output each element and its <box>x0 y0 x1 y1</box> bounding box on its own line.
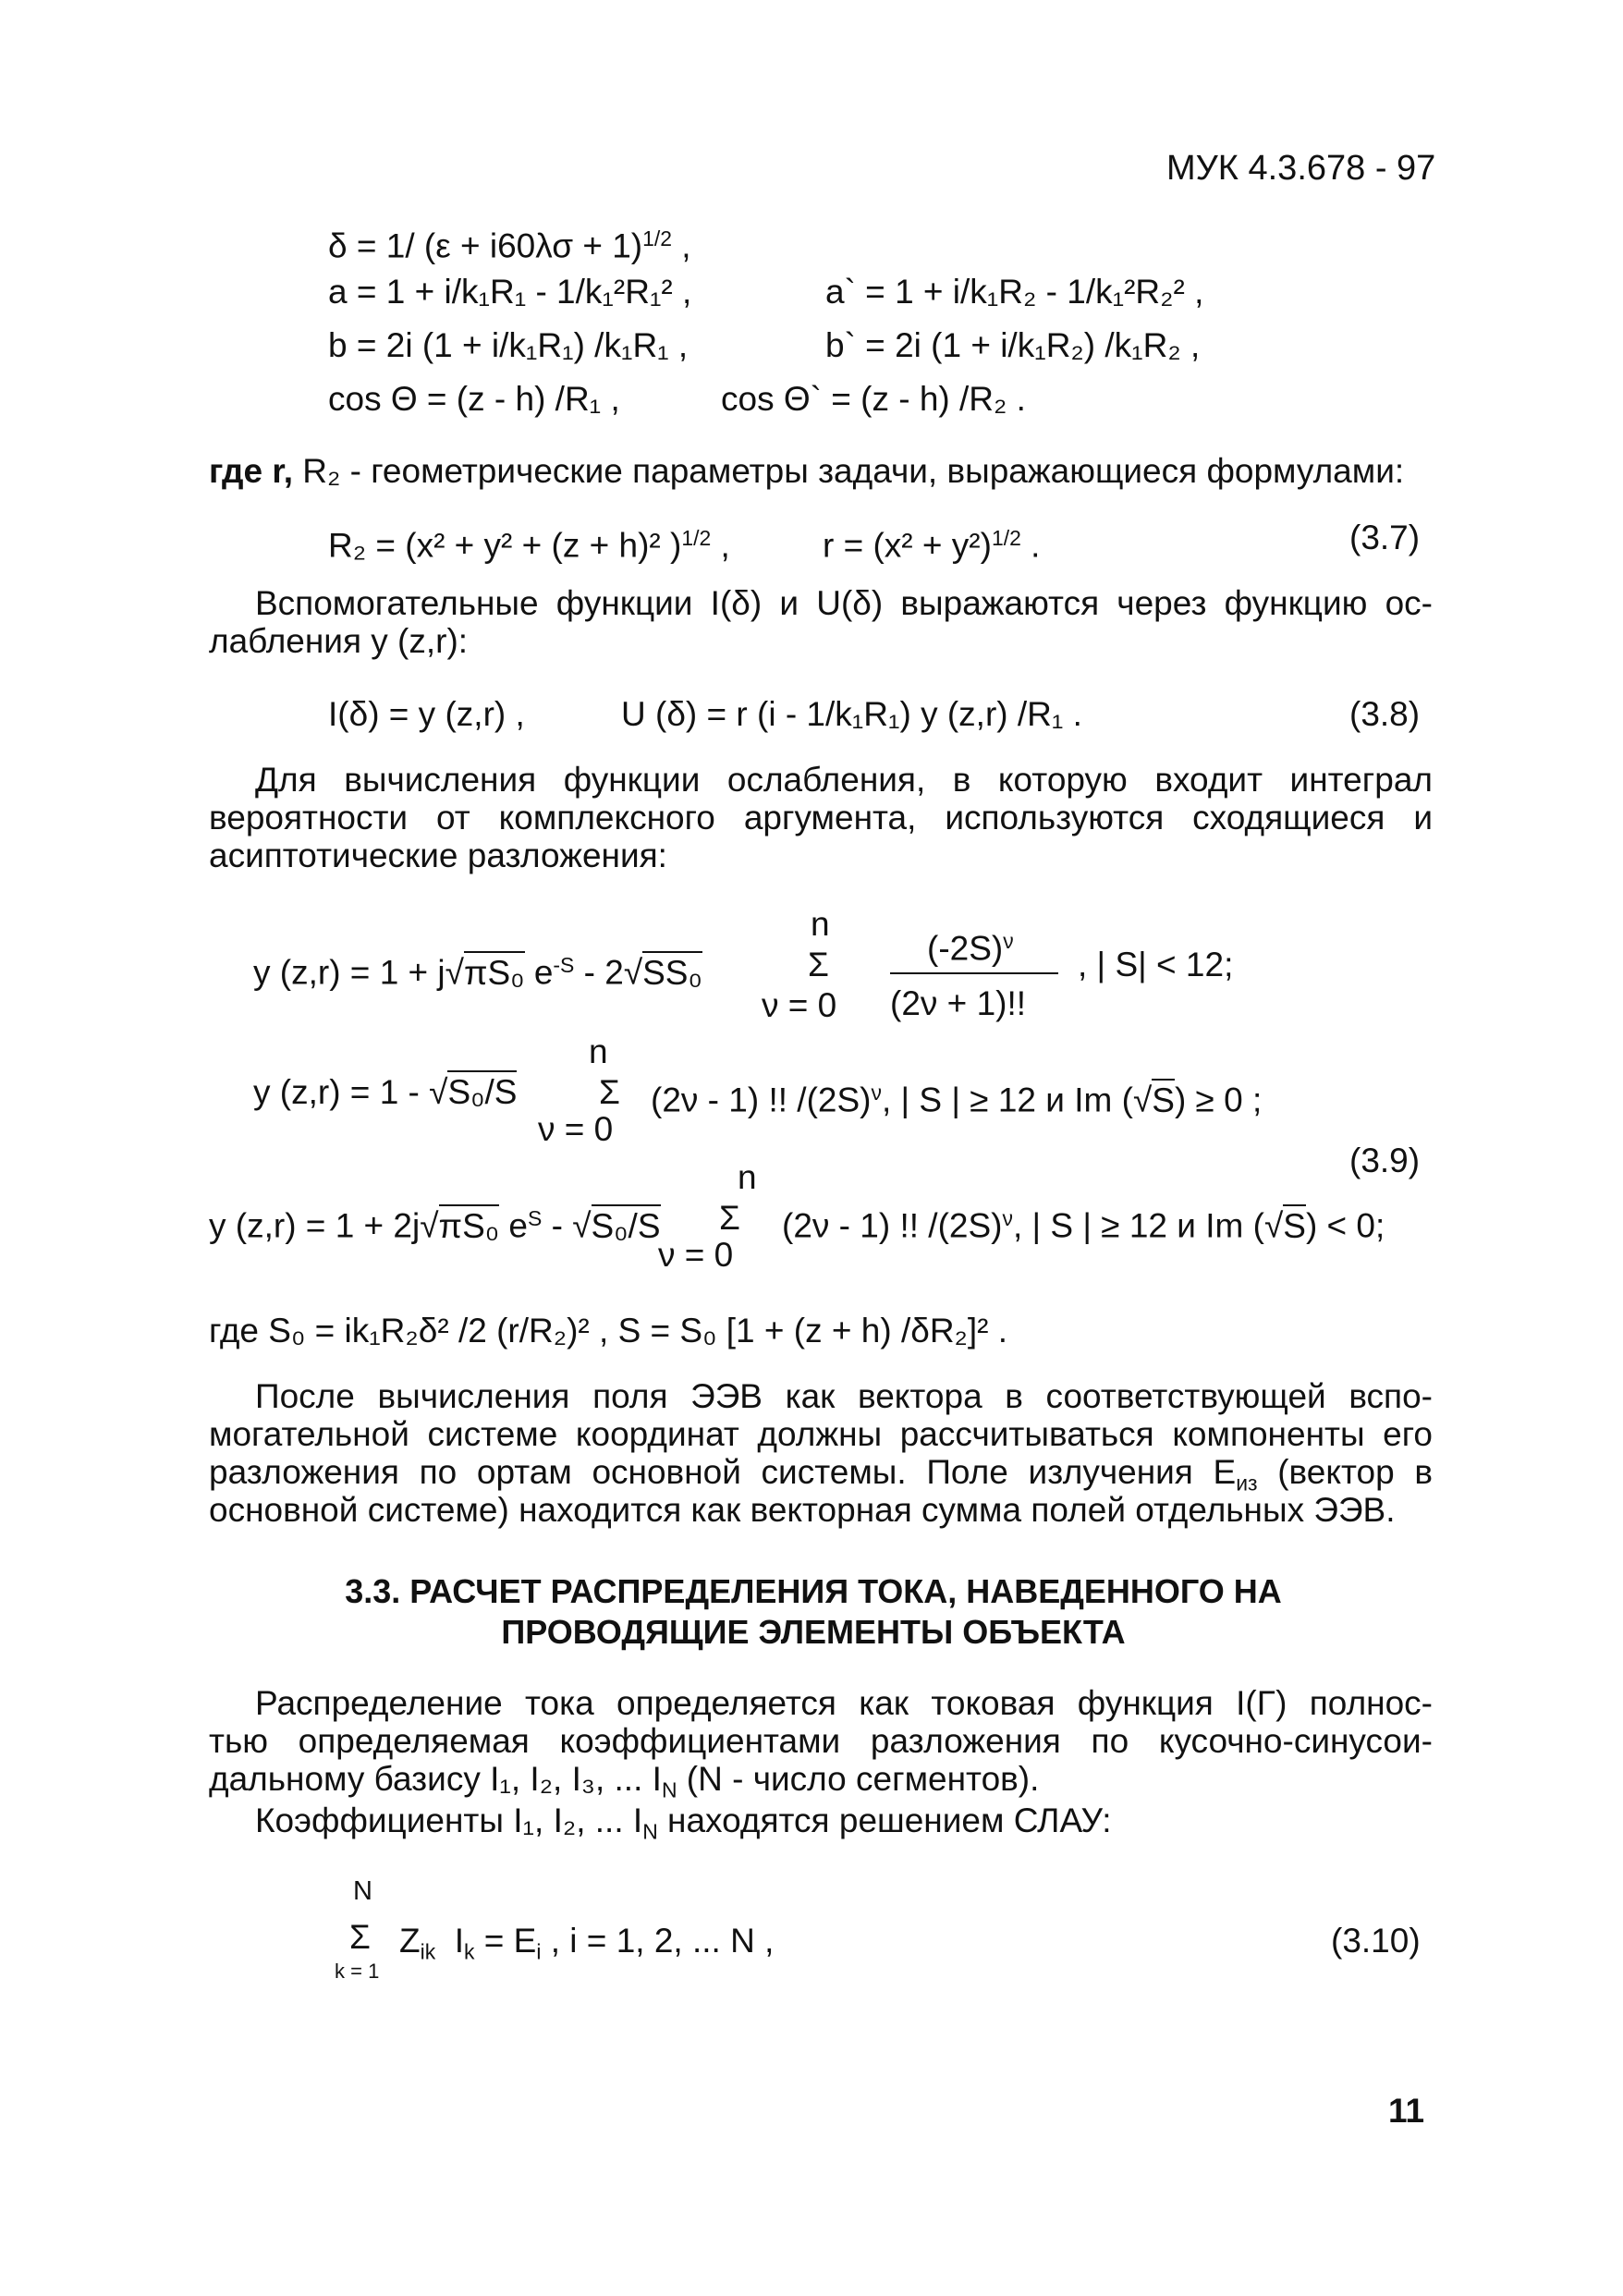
eq-3-9-fraction-bar <box>890 972 1058 974</box>
eq-3-9-third-sum-top: n <box>738 1158 757 1196</box>
attenuation-paragraph: Для вычисления функции ослабления, в которую входит интеграл вероятности от комплексного аргумента, используются сходящиеся и асиптотические разложения: <box>209 761 1433 874</box>
eq-3-10-number: (3.10) <box>1331 1922 1421 1960</box>
coefficients-text: Коэффициенты I₁, I₂, ... $I_N$ находятся решением СЛАУ: <box>255 1801 1112 1844</box>
aux-functions-paragraph: Вспомогательные функции I(δ) и U(δ) выражаются через функцию ос- лабления y (z,r): <box>209 584 1433 660</box>
eq-3-9-number: (3.9) <box>1349 1142 1421 1179</box>
cos-formula: cos Θ = (z - h) /R₁ , <box>328 380 620 418</box>
eq-3-9-first-condition: , | S| < 12; <box>1078 946 1234 983</box>
eq-3-9-first-denominator: (2ν + 1)!! <box>890 984 1027 1022</box>
eq-3-9-first-numerator: $(-2S)^\nu$ <box>927 929 1014 968</box>
b-prime-formula: b` = 2i (1 + i/k₁R₂) /k₁R₂ , <box>825 326 1201 364</box>
eq-3-10-sum-bottom: k = 1 <box>335 1960 380 1983</box>
document-id: МУК 4.3.678 - 97 <box>1166 149 1436 188</box>
eq-3-9-first-sum-top: n <box>811 905 830 943</box>
delta-formula: δ = 1/ $(\varepsilon + i60\lambda\sigma + 1)^{1/2}$ , <box>328 226 691 265</box>
eq-3-9-second-sum-bottom: ν = 0 <box>538 1110 614 1148</box>
eq-3-9-first-sum-sign: Σ <box>808 946 829 983</box>
eq-3-9-first: y (z,r) = 1 + j√πS₀ $e^{-S} - 2√SS_0$ <box>253 945 702 994</box>
eq-3-9-third: y (z,r) = 1 + 2j√πS₀ $e^S - √S_0/S$ <box>209 1198 661 1247</box>
eq-3-8-left: I(δ) = y (z,r) , <box>328 695 525 733</box>
field-paragraph: После вычисления поля ЭЭВ как вектора в соответствующей вспо- могательной системе координат должны рассчитываться компоненты его разложения по ортам основной системы. Поле излучения $E_{из}$ (вектор в основной системе) находится как векторная сумма полей отдельных ЭЭВ. <box>209 1377 1433 1529</box>
page-number: 11 <box>1388 2092 1425 2130</box>
eq-3-8-number: (3.8) <box>1349 695 1421 733</box>
eq-3-7-number: (3.7) <box>1349 519 1421 556</box>
eq-3-10-sum-sign: Σ <box>349 1918 371 1956</box>
eq-3-9-first-sum-bottom: ν = 0 <box>762 986 837 1024</box>
eq-3-9-third-sum-sign: Σ <box>719 1199 740 1237</box>
eq-3-9-second-sum-top: n <box>589 1032 608 1070</box>
eq-3-10-body: $Z_{ik}$ $I_k = E_i$ , i = 1, 2, ... N , <box>399 1922 775 1964</box>
a-prime-formula: a` = 1 + i/k₁R₂ - 1/k₁²R₂² , <box>825 273 1204 311</box>
eq-3-9-second-body: (2ν - 1) !! $/(2S)^\nu$, | S | ≥ 12 и Im (√S) ≥ 0 ; <box>651 1072 1262 1121</box>
eq-3-9-second: y (z,r) = 1 - √S₀/S <box>253 1072 517 1113</box>
eq-3-7-left: R₂ = (x² + y² + (z + h)² )$^{1/2}$ , <box>328 526 730 565</box>
eq-3-9-third-sum-bottom: ν = 0 <box>658 1236 734 1274</box>
distribution-paragraph: Распределение тока определяется как токовая функция I(Γ) полнос- тью определяемая коэффициентами разложения по кусочно-синусои- дальному базису I₁, I₂, I₃, ... $I_N$ (N - число сегментов). <box>209 1684 1433 1802</box>
b-formula: b = 2i (1 + i/k₁R₁) /k₁R₁ , <box>328 326 689 364</box>
eq-3-10-sum-top: N <box>353 1876 372 1906</box>
where-definitions: где S₀ = ik₁R₂δ² /2 (r/R₂)² , S = S₀ [1 + (z + h) /δR₂]² . <box>209 1312 1008 1350</box>
cos-prime-formula: cos Θ` = (z - h) /R₂ . <box>721 380 1026 418</box>
section-heading: 3.3. РАСЧЕТ РАСПРЕДЕЛЕНИЯ ТОКА, НАВЕДЕННОГО НА ПРОВОДЯЩИЕ ЭЛЕМЕНТЫ ОБЪЕКТА <box>345 1572 1282 1651</box>
eq-3-8-right: U (δ) = r (i - 1/k₁R₁) y (z,r) /R₁ . <box>621 695 1082 733</box>
geom-params-text: где r, R₂ - геометрические параметры задачи, выражающиеся формулами: <box>209 452 1405 490</box>
eq-3-9-second-sum-sign: Σ <box>599 1073 620 1111</box>
eq-3-9-third-body: (2ν - 1) !! $/(2S)^\nu$, | S | ≥ 12 и Im (√S) < 0; <box>782 1198 1385 1247</box>
a-formula: a = 1 + i/k₁R₁ - 1/k₁²R₁² , <box>328 273 692 311</box>
eq-3-7-right: $r = (x^2 + y^2)^{1/2}$ . <box>823 526 1041 565</box>
